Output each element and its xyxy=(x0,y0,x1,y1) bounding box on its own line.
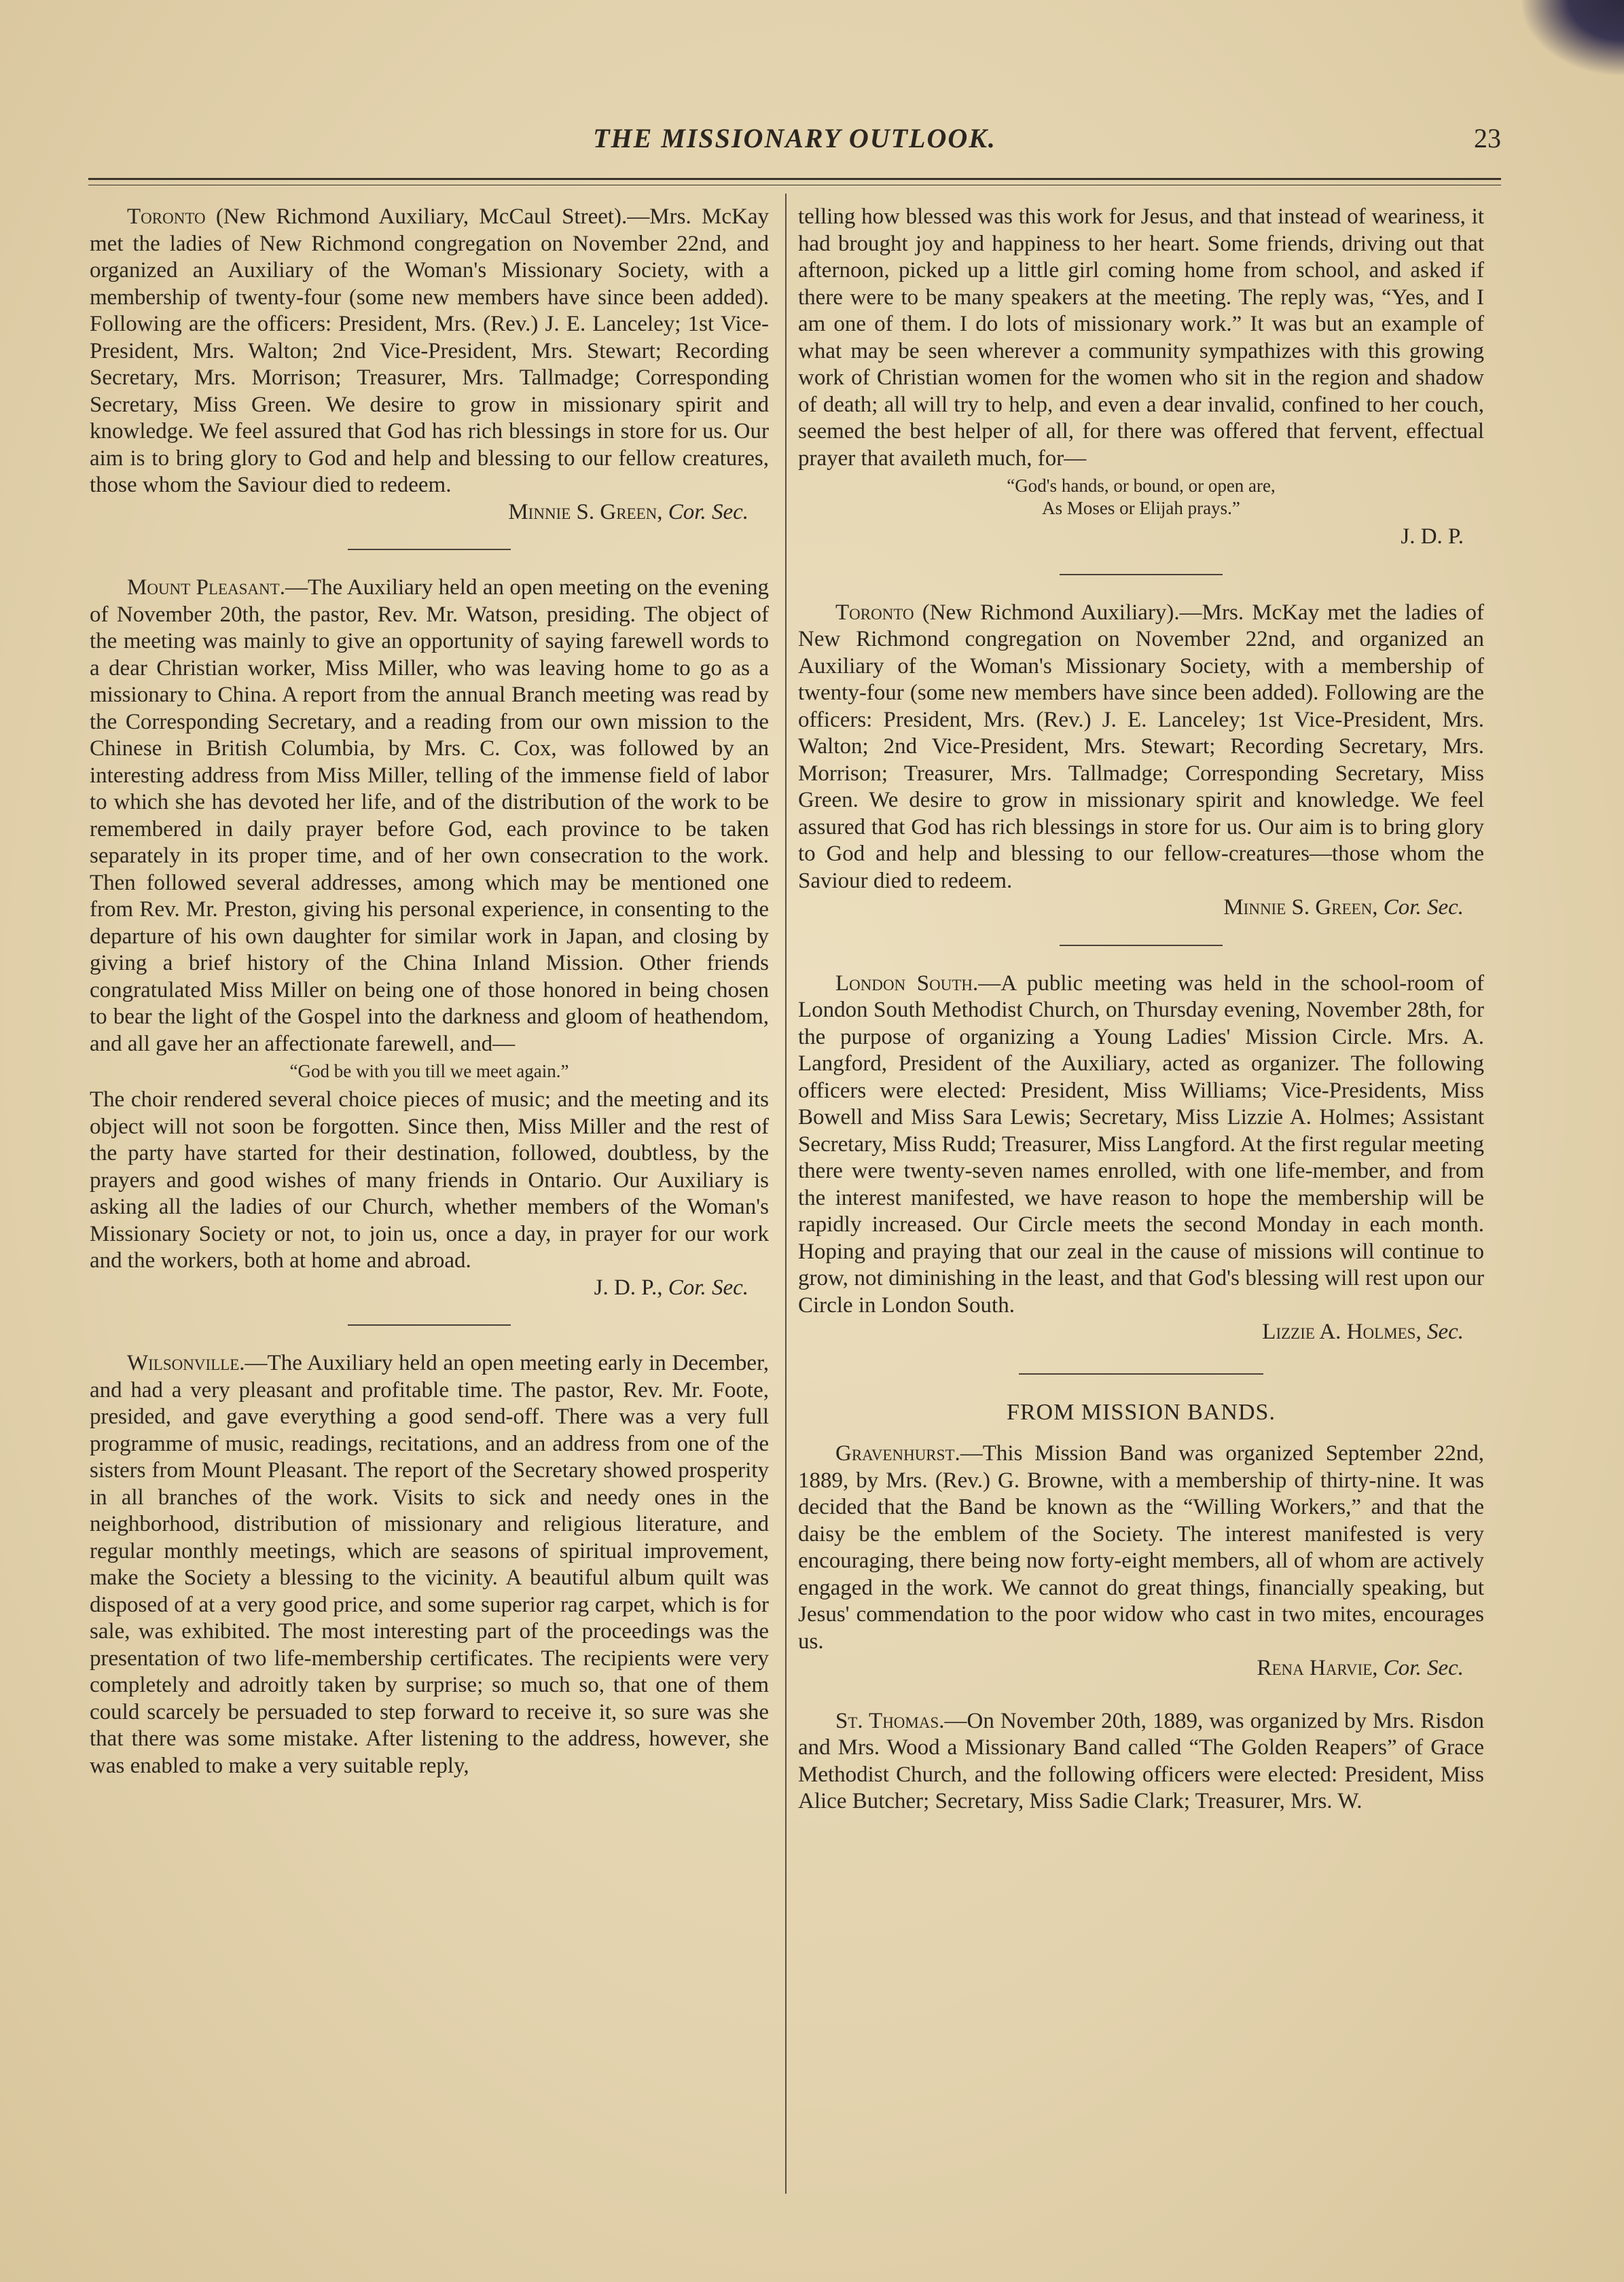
signature-name: J. D. P. xyxy=(1401,524,1464,549)
article-body: —On November 20th, 1889, was organized by Mrs. Risdon and Mrs. Wood a Missionary Band called “The Golden Reapers” of Grace Methodist Church, and the following officers were elected: President, Miss Alice Butcher; Secretary, Miss Sadie Clark; Treasurer, Mrs. W. xyxy=(798,1708,1484,1813)
verse-quote xyxy=(798,475,1484,520)
signature-name: Lizzie A. Holmes, xyxy=(1262,1320,1422,1344)
article-text xyxy=(798,1708,1484,1815)
article-mount-pleasant xyxy=(90,575,769,1301)
page-number: 23 xyxy=(1474,123,1501,153)
article-london-south xyxy=(798,971,1484,1346)
verse-line: As Moses or Elijah prays.” xyxy=(1042,498,1240,518)
article-toronto-2 xyxy=(798,600,1484,922)
signature xyxy=(798,894,1484,922)
place-name: St. Thomas. xyxy=(835,1708,945,1733)
article-body: (New Richmond Auxiliary).—Mrs. McKay met the ladies of New Richmond congregation on November 22nd, and organized an Auxiliary of the Woman's Missionary Society, with a membership of twenty-four (some new members have since been added). Following are the officers: President, Mrs. (Rev.) J. E. Lanceley; 1st Vice-President, Mrs. Walton; 2nd Vice-President, Mrs. Stewart; Recording Secretary, Mrs. Morrison; Treasurer, Mrs. Tallmadge; Corresponding Secretary, Miss Green. We desire to grow in missionary spirit and knowledge. We feel assured that God has rich blessings in store for us. Our aim is to bring glory to God and help and blessing to our fellow-creatures—those whom the Saviour died to redeem. xyxy=(798,600,1485,893)
signature xyxy=(90,1275,769,1302)
article-body: —A public meeting was held in the school-room of London South Methodist Church, on Thursday evening, November 28th, for the purpose of organizing a Young Ladies' Mission Circle. Mrs. A. Langford, President of the Auxiliary, acted as organizer. The following officers were elected: President, Miss Williams; Vice-Presidents, Miss Bowell and Miss Sara Lewis; Secretary, Miss Lizzie A. Holmes; Assistant Secretary, Miss Rudd; Treasurer, Miss Langford. At the first regular meeting there were twenty-seven names enrolled, with one life-member, and from the interest manifested, we have reason to hope the membership will be rapidly increased. Our Circle meets the second Monday in each month. Hoping and praying that our zeal in the cause of missions will continue to grow, not diminishing in the least, and that God's blessing will rest upon our Circle in London South. xyxy=(798,971,1484,1318)
article-wilsonville xyxy=(90,1350,769,1779)
signature-title: Cor. Sec. xyxy=(1383,895,1464,920)
place-name: Toronto xyxy=(835,600,914,625)
signature-name: Minnie S. Green, xyxy=(1223,895,1378,920)
signature-title: Cor. Sec. xyxy=(668,499,748,524)
signature-title: Cor. Sec. xyxy=(668,1275,748,1300)
article-text xyxy=(798,971,1484,1320)
article-gravenhurst xyxy=(798,1441,1484,1682)
page-header xyxy=(88,122,1501,170)
right-column xyxy=(798,204,1484,1815)
signature xyxy=(798,524,1484,551)
header-rule xyxy=(88,178,1501,180)
place-name: London South. xyxy=(835,971,979,996)
separator-rule xyxy=(1060,574,1223,575)
separator-rule xyxy=(1060,945,1223,946)
signature-title: Sec. xyxy=(1426,1320,1464,1344)
place-name: Wilsonville. xyxy=(127,1351,245,1375)
ink-blot xyxy=(1522,0,1624,75)
separator-rule xyxy=(1019,1373,1263,1375)
signature-name: Rena Harvie, xyxy=(1257,1656,1378,1680)
article-st-thomas xyxy=(798,1708,1484,1815)
place-name: Toronto xyxy=(127,204,206,229)
left-column xyxy=(90,204,769,1779)
section-heading: FROM MISSION BANDS. xyxy=(1007,1399,1276,1425)
article-body: —The Auxiliary held an open meeting early in December, and had a very pleasant and profitable time. The pastor, Rev. Mr. Foote, presided, and gave everything a good send-off. There was a very full programme of music, readings, recitations, and an address from one of the sisters from Mount Pleasant. The report of the Secretary showed prosperity in all branches of the work. Visits to sick and needy ones in the neighborhood, distribution of missionary and religious literature, and regular monthly meetings, which are seasons of spiritual improvement, make the Society a blessing to the vicinity. A beautiful album quilt was disposed of at a very good price, and some superior rag carpet, which is for sale, was exhibited. The most interesting part of the proceedings was the presentation of two life-membership certificates. The recipients were very completely and adroitly taken by surprise; so much so, that one of them could scarcely be persuaded to step forward to receive it, so sure was she that there was some mistake. After listening to the address, however, she was enabled to make a very suitable reply, xyxy=(90,1351,769,1778)
signature-name: J. D. P., xyxy=(594,1275,663,1300)
article-text xyxy=(90,1350,769,1779)
signature xyxy=(798,1655,1484,1682)
column-divider xyxy=(785,194,787,2194)
signature xyxy=(798,1319,1484,1346)
article-body: —The Auxiliary held an open meeting on the evening of November 20th, the pastor, Rev. Mr. Watson, presiding. The object of the meeting was mainly to give an opportunity of saying farewell words to a dear Christian worker, Miss Miller, who was leaving home to go as a missionary to China. A report from the annual Branch meeting was read by the Corresponding Secretary, and a reading from our own mission to the Chinese in British Columbia, by Mrs. C. Cox, was followed by an interesting address from Miss Miller, telling of the immense field of labor to which she has devoted her life, and of the distribution of the work to be remembered in daily prayer before God, each province to be taken separately in its proper time, and of her own consecration to the work. Then followed several addresses, among which may be mentioned one from Rev. Mr. Preston, giving his personal experience, in consenting to the departure of his own daughter for similar work in Japan, and closing by giving a brief history of the China Inland Mission. Other friends congratulated Miss Miller on being one of those honored in being chosen to bear the light of the Gospel into the darkness and gloom of heathendom, and all gave her an affectionate farewell, and— xyxy=(90,575,770,1056)
separator-rule xyxy=(348,1324,511,1326)
separator-rule xyxy=(348,549,511,550)
running-title: THE MISSIONARY OUTLOOK. xyxy=(593,123,996,153)
place-name: Gravenhurst. xyxy=(835,1441,960,1466)
article-text xyxy=(90,575,769,1057)
article-text-continued: The choir rendered several choice pieces of music; and the meeting and its object will not soon be forgotten. Since then, Miss Miller and the rest of the party have started for their destination, followed, doubtless, by the prayers and good wishes of many friends in Ontario. Our Auxiliary is asking all the ladies of our Church, whether members of the Woman's Missionary Society or not, to join us, once a day, in prayer for our work and the workers, both at home and abroad. xyxy=(90,1087,769,1273)
article-text xyxy=(798,1441,1484,1655)
article-continuation xyxy=(798,204,1484,551)
signature-title: Cor. Sec. xyxy=(1383,1656,1464,1680)
article-text xyxy=(798,600,1484,895)
verse-quote: “God be with you till we meet again.” xyxy=(289,1061,569,1081)
signature xyxy=(90,499,769,526)
place-name: Mount Pleasant. xyxy=(127,575,285,600)
article-body: —This Mission Band was organized September 22nd, 1889, by Mrs. (Rev.) G. Browne, with a membership of thirty-nine. It was decided that the Band be known as the “Willing Workers,” and that the daisy be the emblem of the Society. The interest manifested is very encouraging, there being now forty-eight members, all of whom are actively engaged in the work. We cannot do great things, financially speaking, but Jesus' commendation to the poor widow who cast in two mites, encourages us. xyxy=(798,1441,1484,1654)
verse-line: “God's hands, or bound, or open are, xyxy=(1007,475,1276,496)
article-body: (New Richmond Auxiliary, McCaul Street).—Mrs. McKay met the ladies of New Richmond congregation on November 22nd, and organized an Auxiliary of the Woman's Missionary Society, with a membership of twenty-four (some new members have since been added). Following are the officers: President, Mrs. (Rev.) J. E. Lanceley; 1st Vice-President, Mrs. Walton; 2nd Vice-President, Mrs. Stewart; Recording Secretary, Mrs. Morrison; Treasurer, Mrs. Tallmadge; Corresponding Secretary, Miss Green. We desire to grow in missionary spirit and knowledge. We feel assured that God has rich blessings in store for us. Our aim is to bring glory to God and help and blessing to our fellow creatures, those whom the Saviour died to redeem. xyxy=(90,204,769,497)
article-body: telling how blessed was this work for Jesus, and that instead of weariness, it had brought joy and happiness to her heart. Some friends, driving out that afternoon, picked up a little girl coming home from school, and asked if there were to be many speakers at the meeting. The reply was, “Yes, and I am one of them. I do lots of missionary work.” It was but an example of what may be seen wherever a community sympathizes with this growing work of Christian women for the women who sit in the region and shadow of death; all will try to help, and even a dear invalid, confined to her couch, seemed the best helper of all, for there was offered that fervent, effectual prayer that availeth much, for— xyxy=(798,204,1484,471)
spacer xyxy=(798,1682,1484,1708)
article-toronto xyxy=(90,204,769,526)
signature-name: Minnie S. Green, xyxy=(508,499,663,524)
article-text xyxy=(90,204,769,499)
